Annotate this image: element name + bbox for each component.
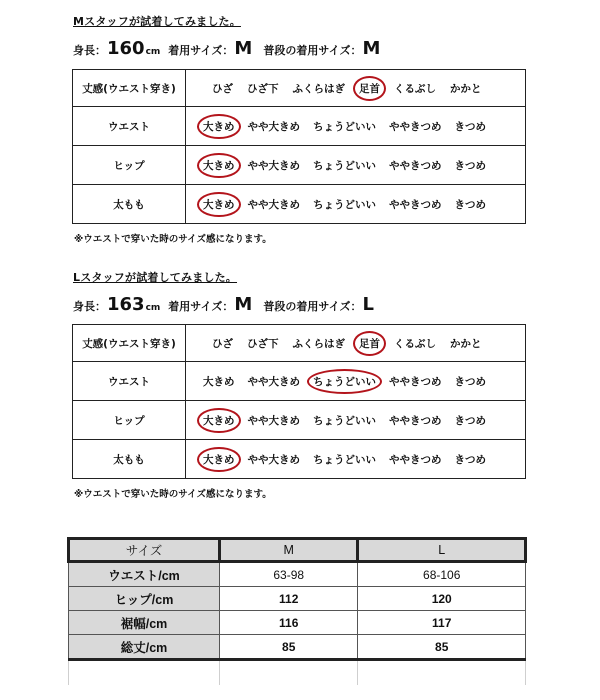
height-label: 身長： bbox=[73, 300, 106, 313]
fit-row-label: 太もも bbox=[73, 185, 186, 224]
fit-table-m bbox=[72, 69, 526, 224]
fit-option: きつめ bbox=[454, 120, 486, 133]
fit-option: ひざ bbox=[212, 337, 233, 350]
fit-option: やや大きめ bbox=[247, 120, 300, 133]
fit-note-m: ※ウエストで穿いた時のサイズ感になります。 bbox=[74, 234, 272, 245]
fit-option: かかと bbox=[450, 337, 482, 350]
usual-size-value: L bbox=[362, 294, 374, 315]
fit-scale bbox=[186, 107, 526, 146]
fit-scale bbox=[186, 401, 526, 440]
fit-row-label: ヒップ bbox=[73, 146, 186, 185]
row-label: ヒップ/cm bbox=[69, 587, 220, 611]
row-label: ウエスト/cm bbox=[69, 562, 220, 587]
cell-m: 112 bbox=[220, 587, 358, 611]
header-cell: M bbox=[220, 539, 358, 562]
worn-size-label: 着用サイズ： bbox=[168, 300, 234, 313]
worn-size-label: 着用サイズ： bbox=[168, 44, 234, 57]
cell-l: 68-106 bbox=[358, 562, 526, 587]
fit-row-label: 太もも bbox=[73, 440, 186, 479]
fit-option: やや大きめ bbox=[247, 414, 300, 427]
fit-row bbox=[73, 440, 526, 479]
fit-option: やや大きめ bbox=[247, 159, 300, 172]
fit-option-selected: 大きめ bbox=[203, 453, 235, 466]
fit-scale bbox=[186, 362, 526, 401]
height-value: 163 bbox=[107, 294, 145, 315]
table-row bbox=[69, 611, 526, 635]
height-value: 160 bbox=[107, 38, 145, 59]
fit-option: やや大きめ bbox=[247, 453, 300, 466]
fit-note-l: ※ウエストで穿いた時のサイズ感になります。 bbox=[74, 489, 272, 500]
fit-option: ややきつめ bbox=[389, 159, 442, 172]
fit-option: きつめ bbox=[454, 414, 486, 427]
table-row bbox=[69, 587, 526, 611]
staff-m-title: Mスタッフが試着してみました。 bbox=[73, 15, 241, 28]
size-table-header bbox=[69, 539, 526, 562]
fit-row-label: ウエスト bbox=[73, 362, 186, 401]
cell-m: 85 bbox=[220, 635, 358, 660]
row-label: 裾幅/cm bbox=[69, 611, 220, 635]
fit-row bbox=[73, 185, 526, 224]
size-table bbox=[67, 537, 527, 685]
header-cell: L bbox=[358, 539, 526, 562]
fit-option: ややきつめ bbox=[389, 453, 442, 466]
fit-option-selected: ちょうどいい bbox=[313, 375, 376, 388]
fit-row-label: 丈感(ウエスト穿き) bbox=[73, 325, 186, 362]
fit-row bbox=[73, 146, 526, 185]
fit-option: ちょうどいい bbox=[313, 198, 376, 211]
staff-l-title: Lスタッフが試着してみました。 bbox=[73, 271, 238, 284]
fit-row bbox=[73, 325, 526, 362]
fit-option: ややきつめ bbox=[389, 375, 442, 388]
table-row bbox=[69, 562, 526, 587]
fit-option-selected: 足首 bbox=[359, 82, 380, 95]
fit-option-selected: 大きめ bbox=[203, 120, 235, 133]
fit-option: きつめ bbox=[454, 453, 486, 466]
fit-row-label: ウエスト bbox=[73, 107, 186, 146]
fit-scale bbox=[186, 440, 526, 479]
fit-option: ひざ下 bbox=[247, 337, 279, 350]
cell-l: 117 bbox=[358, 611, 526, 635]
fit-option: ちょうどいい bbox=[313, 453, 376, 466]
fit-option: ややきつめ bbox=[389, 414, 442, 427]
worn-size-value: M bbox=[234, 38, 253, 59]
fit-option: 大きめ bbox=[203, 375, 235, 388]
fit-option: ひざ bbox=[212, 82, 233, 95]
header-cell: サイズ bbox=[69, 539, 220, 562]
fit-option: かかと bbox=[450, 82, 482, 95]
staff-m-stats bbox=[73, 38, 381, 59]
fit-table-l bbox=[72, 324, 526, 479]
worn-size-value: M bbox=[234, 294, 253, 315]
fit-option: きつめ bbox=[454, 375, 486, 388]
usual-size-label: 普段の着用サイズ： bbox=[263, 44, 362, 57]
cell-l: 85 bbox=[358, 635, 526, 660]
fit-option-selected: 大きめ bbox=[203, 414, 235, 427]
staff-l-stats bbox=[73, 294, 375, 315]
fit-scale bbox=[186, 325, 526, 362]
cell-l: 120 bbox=[358, 587, 526, 611]
cell-m: 63-98 bbox=[220, 562, 358, 587]
fit-option: ちょうどいい bbox=[313, 159, 376, 172]
table-row bbox=[69, 635, 526, 660]
fit-option: ひざ下 bbox=[247, 82, 279, 95]
height-unit: cm bbox=[145, 47, 161, 57]
fit-option: やや大きめ bbox=[247, 198, 300, 211]
height-label: 身長： bbox=[73, 44, 106, 57]
fit-option-selected: 大きめ bbox=[203, 159, 235, 172]
usual-size-label: 普段の着用サイズ： bbox=[263, 300, 362, 313]
fit-option: くるぶし bbox=[394, 82, 436, 95]
fit-option: ふくらはぎ bbox=[292, 337, 345, 350]
fit-row-label: ヒップ bbox=[73, 401, 186, 440]
fit-option: ちょうどいい bbox=[313, 120, 376, 133]
usual-size-value: M bbox=[362, 38, 381, 59]
fit-option: ふくらはぎ bbox=[292, 82, 345, 95]
fit-option: きつめ bbox=[454, 159, 486, 172]
fit-option: ややきつめ bbox=[389, 198, 442, 211]
fit-row bbox=[73, 401, 526, 440]
fit-row bbox=[73, 107, 526, 146]
row-label: 総丈/cm bbox=[69, 635, 220, 660]
fit-scale bbox=[186, 185, 526, 224]
fit-row bbox=[73, 362, 526, 401]
fit-row bbox=[73, 70, 526, 107]
fit-option: きつめ bbox=[454, 198, 486, 211]
fit-scale bbox=[186, 146, 526, 185]
fit-option: ややきつめ bbox=[389, 120, 442, 133]
cell-m: 116 bbox=[220, 611, 358, 635]
fit-scale bbox=[186, 70, 526, 107]
height-unit: cm bbox=[145, 303, 161, 313]
fit-option: やや大きめ bbox=[247, 375, 300, 388]
fit-option-selected: 大きめ bbox=[203, 198, 235, 211]
fit-option: ちょうどいい bbox=[313, 414, 376, 427]
fit-option: くるぶし bbox=[394, 337, 436, 350]
fit-row-label: 丈感(ウエスト穿き) bbox=[73, 70, 186, 107]
fit-option-selected: 足首 bbox=[359, 337, 380, 350]
trailing-gridlines bbox=[69, 660, 526, 686]
